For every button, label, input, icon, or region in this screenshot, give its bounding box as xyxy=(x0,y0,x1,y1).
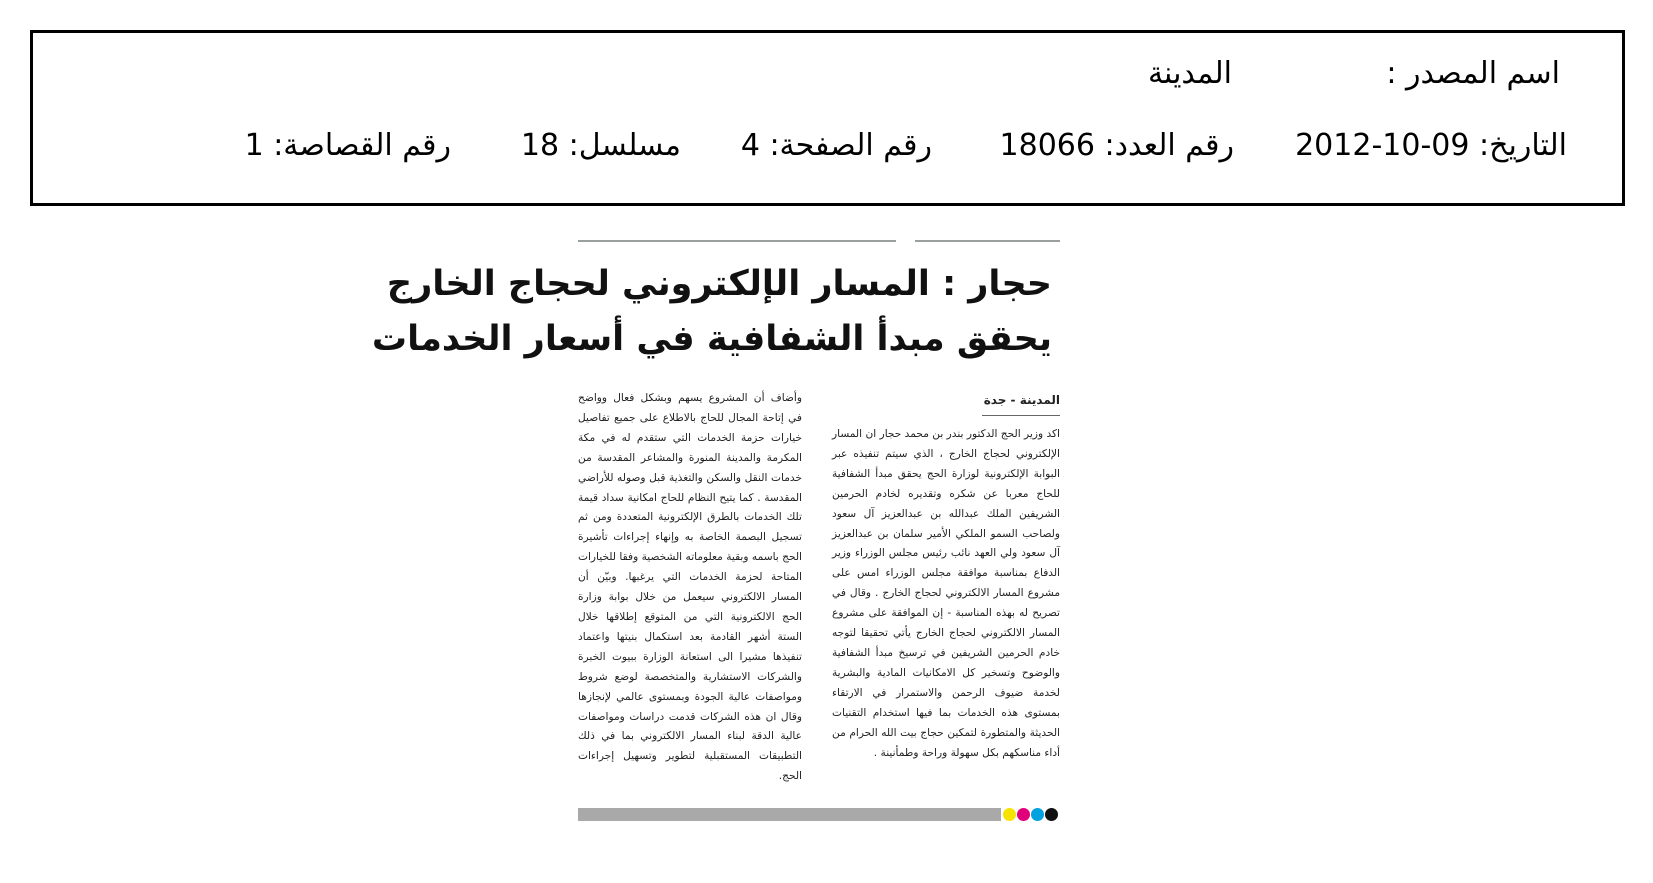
yellow-registration-mark xyxy=(1003,808,1016,821)
page-number-field: رقم الصفحة: 4 xyxy=(740,128,932,163)
clip-number-field: رقم القصاصة: 1 xyxy=(244,128,451,163)
article-column-right: اكد وزير الحج الدكتور بندر بن محمد حجار ان المسار الإلكتروني لحجاج الخارج ، الذي سيتم تنفيذه عبر البوابة الإلكترونية لوزارة الحج يحقق مبدأ الشفافية للحاج معربا عن شكره وتقديره لخادم الحرمين الشريفين الملك عبدالله بن عبدالعزيز آل سعود ولصاحب السمو الملكي الأمير سلمان بن عبدالعزيز آل سعود ولي العهد نائب رئيس مجلس الوزراء وزير الدفاع بمناسبة موافقة مجلس الوزراء امس على مشروع المسار الالكتروني لحجاج الخارج . وقال في تصريح له بهذه المناسبة - إن الموافقة على مشروع المسار الالكتروني لحجاج الخارج يأتي تحقيقا لتوجه خادم الحرمين الشريفين في ترسيخ مبدأ الشفافية والوضوح وتسخير كل الامكانيات المادية والبشرية لخدمة ضيوف الرحمن والاستمرار في الارتقاء بمستوى هذه الخدمات بما فيها استخدام التقنيات الحديثة والمتطورة لتمكين حجاج بيت الله الحرام من أداء مناسكهم بكل سهولة وراحة وطمأنينة . xyxy=(832,428,1060,759)
source-label: اسم المصدر : xyxy=(1386,56,1560,91)
article-column-left: وأضاف أن المشروع يسهم وبشكل فعال وواضح في إتاحة المجال للحاج بالاطلاع على جميع تفاصيل خيارات حزمة الخدمات التي ستقدم له في مكة المكرمة والمدينة المنورة والمشاعر المقدسة من خدمات النقل والسكن والتغذية قبل وصوله للأراضي المقدسة . كما يتيح النظام للحاج امكانية سداد قيمة تلك الخدمات بالطرق الإلكترونية المتعددة ومن ثم تسجيل البصمة الخاصة به وإنهاء إجراءات تأشيرة الحج باسمه وبقية معلوماته الشخصية وفقا للخيارات المتاحة لحزمة الخدمات التي يرغبها. وبيّن أن المسار الالكتروني سيعمل من خلال بوابة وزارة الحج الالكترونية التي من المتوقع إطلاقها خلال الستة أشهر القادمة بعد استكمال بنيتها واعتماد تنفيذها مشيرا الى استعانة الوزارة ببيوت الخبرة والشركات الاستشارية والمتخصصة لوضع شروط ومواصفات عالية الجودة وبمستوى عالمي لإنجازها وقال ان هذه الشركات قدمت دراسات ومواصفات عالية الدقة لبناء المسار الالكتروني بما في ذلك التطبيقات المستقبلية لتطوير وتسهيل إجراءات الحج. xyxy=(578,392,802,783)
magenta-registration-mark xyxy=(1017,808,1030,821)
top-rule-left xyxy=(578,240,896,242)
byline: المدينة - جدة xyxy=(983,393,1060,407)
date-field: التاريخ: 09-10-2012 xyxy=(1295,128,1567,163)
headline-line-2: يحقق مبدأ الشفافية في أسعار الخدمات xyxy=(371,319,1052,359)
source-value: المدينة xyxy=(1147,56,1232,91)
bottom-color-bar xyxy=(578,808,1001,821)
cyan-registration-mark xyxy=(1031,808,1044,821)
top-rule-right xyxy=(915,240,1060,242)
clipping-info-header xyxy=(30,30,1625,206)
serial-field: مسلسل: 18 xyxy=(520,128,681,163)
issue-number-field: رقم العدد: 18066 xyxy=(999,128,1234,163)
newspaper-clipping xyxy=(371,235,1060,827)
black-registration-mark xyxy=(1045,808,1058,821)
byline-rule xyxy=(982,415,1060,416)
headline-line-1: حجار : المسار الإلكتروني لحجاج الخارج xyxy=(386,264,1052,304)
